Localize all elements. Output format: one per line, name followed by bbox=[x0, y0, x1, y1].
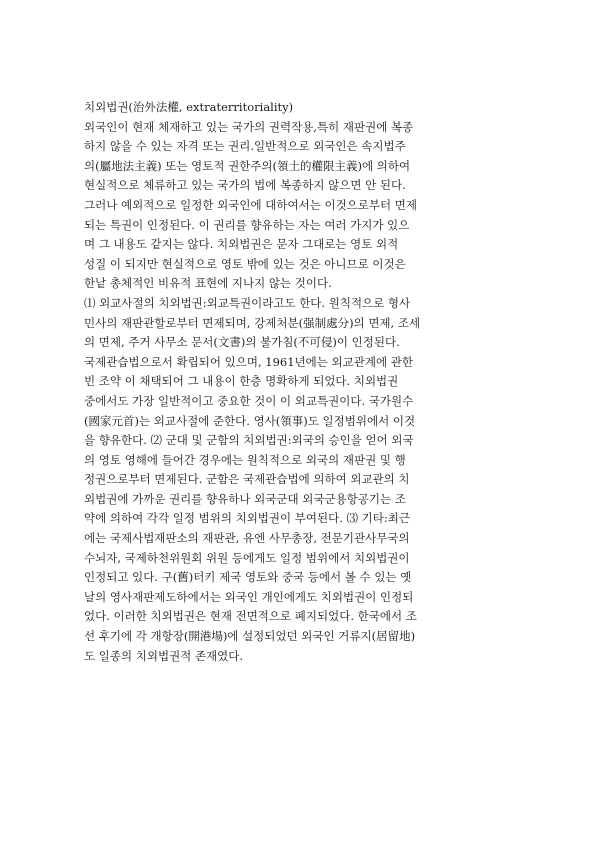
text-line: 수뇌자, 국제하천위원회 위원 등에게도 일정 범위에서 치외법권이 bbox=[84, 550, 410, 565]
text-line: 며 그 내용도 같지는 않다. 치외법권은 문자 그대로는 영토 외적 bbox=[84, 237, 399, 252]
text-line: (國家元首)는 외교사절에 준한다. 영사(領事)도 일정범위에서 이것 bbox=[84, 413, 416, 428]
text-line: 의(屬地法主義) 또는 영토적 권한주의(領土的權限主義)에 의하여 bbox=[84, 158, 411, 173]
text-line: 의 영토 영해에 들어간 경우에는 원칙적으로 외국의 재판권 및 행 bbox=[84, 452, 406, 467]
text-line: 도 일종의 치외법권적 존재였다. bbox=[84, 648, 244, 663]
text-line: 외법권에 가까운 권리를 향유하나 외국군대 외국군용항공기는 조 bbox=[84, 491, 406, 506]
text-line: 빈 조약 이 채택되어 그 내용이 한층 명확하게 되었다. 치외법권 bbox=[84, 374, 399, 389]
text-line: 었다. 이러한 치외법권은 현재 전면적으로 폐지되었다. 한국에서 조 bbox=[84, 609, 417, 624]
text-line: 되는 특권이 인정된다. 이 권리를 향유하는 자는 여러 가지가 있으 bbox=[84, 217, 410, 232]
text-line: 외국인이 현재 체재하고 있는 국가의 권력작용,특히 재판권에 복종 bbox=[84, 119, 414, 134]
text-line: 중에서도 가장 일반적이고 중요한 것이 이 외교특권이다. 국가원수 bbox=[84, 393, 414, 408]
text-line: 을 향유한다. ⑵ 군대 및 군함의 치외법권:외국의 승인을 얻어 외국 bbox=[84, 433, 414, 448]
text-line: 민사의 재판관할로부터 면제되며, 강제처분(强制處分)의 면제, 조세 bbox=[84, 315, 421, 330]
article-body bbox=[84, 98, 514, 666]
text-line: 하지 않을 수 있는 자격 또는 권리.일반적으로 외국인은 속지법주 bbox=[84, 139, 406, 154]
text-line: 선 후기에 각 개항장(開港場)에 설정되었던 외국인 거류지(居留地) bbox=[84, 629, 416, 644]
article-title: 치외법권(治外法權, extraterritoriality) bbox=[84, 100, 294, 114]
text-line: 정권으로부터 면제된다. 군함은 국제관습법에 의하여 외교관의 치 bbox=[84, 472, 410, 487]
text-line: 현실적으로 체류하고 있는 국가의 법에 복종하지 않으면 안 된다. bbox=[84, 178, 406, 193]
text-line: 인정되고 있다. 구(舊)터키 제국 영토와 중국 등에서 볼 수 있는 옛 bbox=[84, 570, 412, 585]
text-line: 한낱 총체적인 비유적 표현에 지나지 않는 것이다. bbox=[84, 276, 332, 291]
text-line: 그러나 예외적으로 일정한 외국인에 대하여서는 이것으로부터 면제 bbox=[84, 197, 417, 212]
text-line: 에는 국제사법재판소의 재판관, 유엔 사무총장, 전문기관사무국의 bbox=[84, 531, 410, 546]
text-line: 날의 영사재판제도하에서는 외국인 개인에게도 치외법권이 인정되 bbox=[84, 589, 414, 604]
text-line: ⑴ 외교사절의 치외법권:외교특권이라고도 한다. 원칙적으로 형사 bbox=[84, 295, 411, 310]
text-line: 의 면제, 주거 사무소 문서(文書)의 불가침(不可侵)이 인정된다. bbox=[84, 335, 400, 350]
text-line: 성질 이 되지만 현실적으로 영토 밖에 있는 것은 아니므로 이것은 bbox=[84, 256, 406, 271]
text-line: 약에 의하여 각각 일정 범위의 치외법권이 부여된다. ⑶ 기타:최근 bbox=[84, 511, 410, 526]
text-line: 국제관습법으로서 확립되어 있으며, 1961년에는 외교관계에 관한 bbox=[84, 354, 413, 369]
